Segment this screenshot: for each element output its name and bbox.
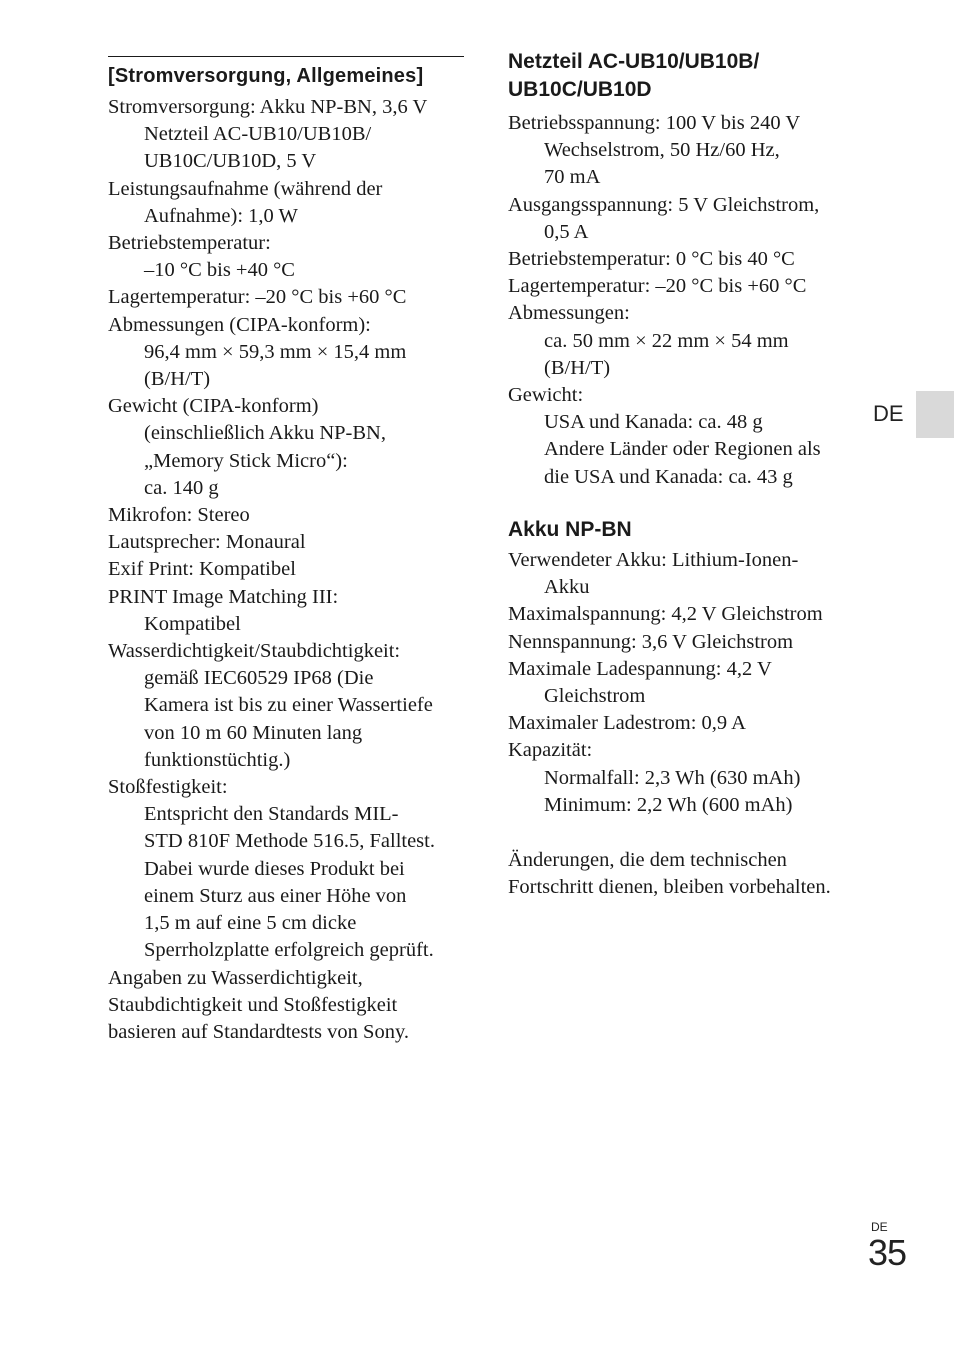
spec-line: Aufnahme): 1,0 W: [144, 204, 298, 227]
spec-line: (B/H/T): [144, 368, 211, 391]
spec-line: Wasserdichtigkeit/Staubdichtigkeit:: [108, 640, 401, 663]
spec-line: „Memory Stick Micro“):: [144, 449, 348, 472]
spec-line: Maximaler Ladestrom: 0,9 A: [508, 712, 746, 735]
spec-line: die USA und Kanada: ca. 43 g: [544, 465, 793, 488]
spec-line: Betriebstemperatur:: [108, 232, 271, 255]
spec-line: Kompatibel: [144, 612, 241, 635]
section-heading-adapter-cont: UB10C/UB10D: [508, 78, 652, 101]
page-number: 35: [868, 1232, 907, 1273]
spec-line: Stoßfestigkeit:: [108, 776, 228, 799]
spec-line: (einschließlich Akku NP-BN,: [144, 422, 386, 445]
change-note: [508, 847, 888, 901]
spec-line: funktionstüchtig.): [144, 748, 291, 771]
spec-line: Ausgangsspannung: 5 V Gleichstrom,: [508, 193, 820, 216]
spec-line: Wechselstrom, 50 Hz/60 Hz,: [544, 139, 780, 162]
spec-line: Minimum: 2,2 Wh (600 mAh): [544, 793, 793, 816]
spec-line: STD 810F Methode 516.5, Falltest.: [144, 830, 435, 853]
spec-line: Mikrofon: Stereo: [108, 504, 250, 527]
spec-line: Staubdichtigkeit und Stoßfestigkeit: [108, 993, 398, 1016]
spec-line: Normalfall: 2,3 Wh (630 mAh): [544, 766, 801, 789]
spec-line: Lautsprecher: Monaural: [108, 531, 306, 554]
spec-line: Verwendeter Akku: Lithium-Ionen-: [508, 549, 799, 571]
spec-line: einem Sturz aus einer Höhe von: [144, 884, 407, 907]
spec-line: 96,4 mm × 59,3 mm × 15,4 mm: [144, 340, 407, 363]
spec-line: ca. 140 g: [144, 476, 219, 499]
note-line: Änderungen, die dem technischen: [508, 849, 787, 871]
spec-line: basieren auf Standardtests von Sony.: [108, 1020, 409, 1043]
spec-line: Maximalspannung: 4,2 V Gleichstrom: [508, 603, 823, 626]
spec-line: Nennspannung: 3,6 V Gleichstrom: [508, 630, 794, 653]
spec-line: USA und Kanada: ca. 48 g: [544, 411, 763, 434]
spec-line: Lagertemperatur: –20 °C bis +60 °C: [508, 275, 807, 298]
spec-line: von 10 m 60 Minuten lang: [144, 721, 363, 744]
spec-line: 1,5 m auf eine 5 cm dicke: [144, 912, 357, 935]
spec-line: Angaben zu Wasserdichtigkeit,: [108, 966, 363, 989]
spec-line: Abmessungen:: [508, 302, 630, 325]
spec-line: Gewicht:: [508, 384, 584, 407]
spec-line: Kamera ist bis zu einer Wassertiefe: [144, 694, 433, 717]
spec-line: Exif Print: Kompatibel: [108, 558, 296, 581]
spec-line: Betriebstemperatur: 0 °C bis 40 °C: [508, 248, 795, 271]
spec-line: Sperrholzplatte erfolgreich geprüft.: [144, 939, 434, 962]
spec-line: Lagertemperatur: –20 °C bis +60 °C: [108, 286, 407, 309]
section-heading-battery: Akku NP-BN: [508, 518, 632, 541]
heading-rule: [108, 56, 464, 57]
spec-line: –10 °C bis +40 °C: [144, 259, 295, 282]
spec-line: Kapazität:: [508, 739, 593, 762]
spec-line: Leistungsaufnahme (während der: [108, 177, 383, 200]
spec-line: UB10C/UB10D, 5 V: [144, 150, 317, 173]
spec-line: PRINT Image Matching III:: [108, 585, 339, 608]
spec-line: Maximale Ladespannung: 4,2 V: [508, 657, 772, 680]
section-heading-adapter: Netzteil AC-UB10/UB10B/: [508, 50, 760, 73]
spec-line: 0,5 A: [544, 220, 589, 243]
spec-line: gemäß IEC60529 IP68 (Die: [144, 667, 374, 690]
battery-spec-list: [508, 547, 868, 819]
spec-line: Gewicht (CIPA-konform): [108, 395, 319, 418]
spec-line: Gleichstrom: [544, 685, 646, 708]
spec-line: Andere Länder oder Regionen als: [544, 438, 821, 461]
section-heading-power: [Stromversorgung, Allgemeines]: [108, 65, 424, 87]
power-spec-list: [108, 94, 464, 1046]
spec-line: Betriebsspannung: 100 V bis 240 V: [508, 112, 801, 134]
spec-line: Dabei wurde dieses Produkt bei: [144, 857, 405, 880]
adapter-spec-list: [508, 110, 868, 491]
note-line: Fortschritt dienen, bleiben vorbehalten.: [508, 876, 831, 899]
spec-line: 70 mA: [544, 166, 601, 189]
language-tab-marker: [916, 391, 954, 438]
language-tab-label: DE: [873, 401, 904, 426]
spec-line: Stromversorgung: Akku NP-BN, 3,6 V: [108, 96, 428, 118]
battery-section: [508, 516, 868, 544]
spec-line: (B/H/T): [544, 356, 611, 379]
spec-line: Abmessungen (CIPA-konform):: [108, 313, 371, 336]
footer-language: DE: [871, 1220, 888, 1234]
adapter-section: [508, 48, 868, 104]
spec-line: Akku: [544, 576, 590, 599]
spec-line: ca. 50 mm × 22 mm × 54 mm: [544, 329, 789, 352]
spec-line: Netzteil AC-UB10/UB10B/: [144, 123, 372, 146]
spec-line: Entspricht den Standards MIL-: [144, 803, 399, 826]
